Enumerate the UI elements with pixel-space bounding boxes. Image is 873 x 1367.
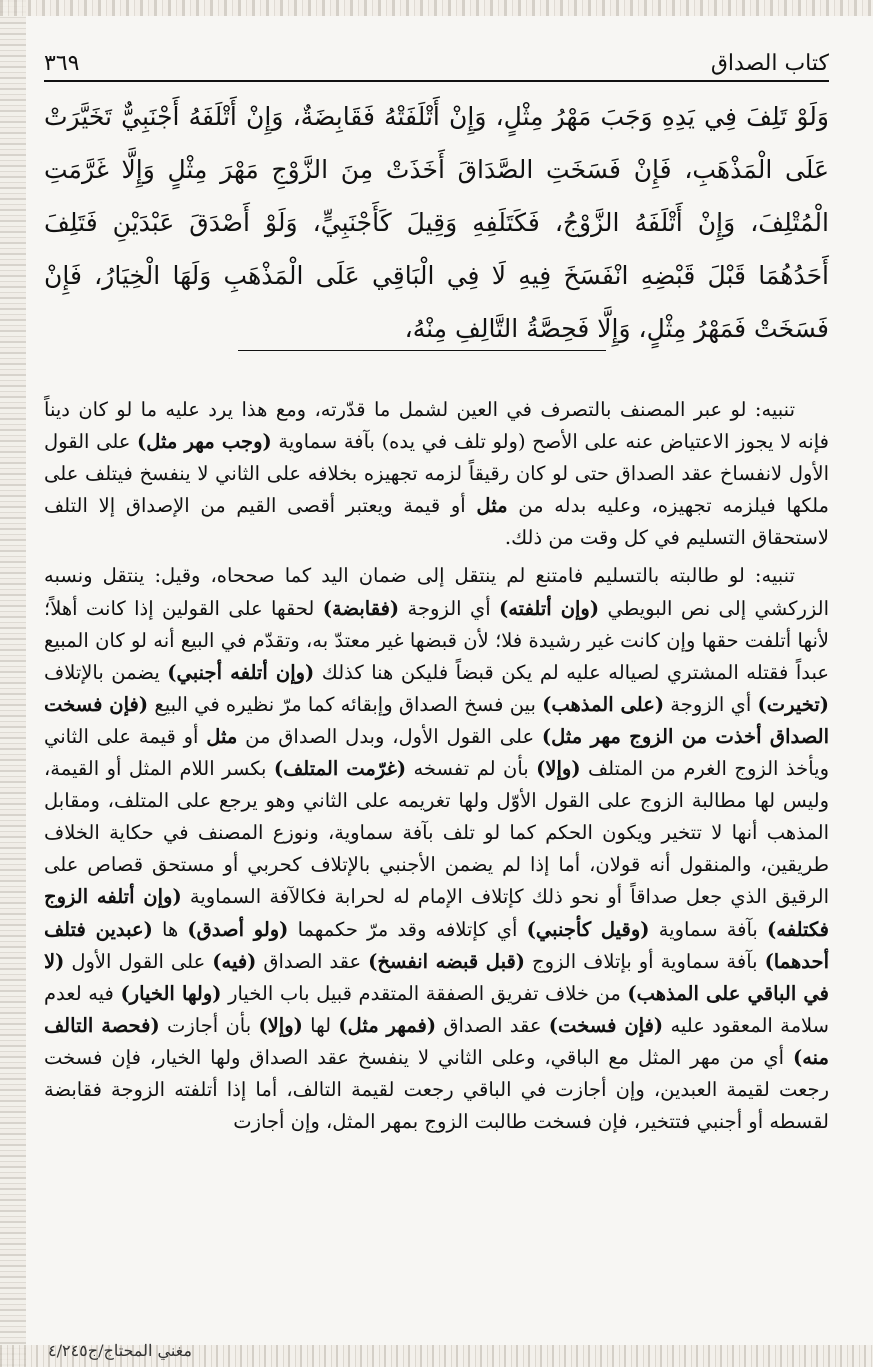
commentary-text: لحقها على القولين إذا كانت أهلاً؛ لأنها أتلفت حقها وإن كانت غير رشيدة فلا؛ لأن قبضها غير معتدّ به، وتقدّم في البيع أنه لو كان المبيع عبداً فقتله المشتري لصياله عليه لم يكن قبضاً فليكن هنا كذلك	[44, 596, 829, 684]
commentary-text: على القول الأول لانفساخ عقد الصداق حتى لو كان رقيقاً لزمه تجهيزه بخلافه على الثاني لا ينفسخ فيتلف على ملكها فيلزمه تجهيزه، وعليه بدله من	[44, 430, 829, 518]
matn-quote-bold: (فقابضة)	[322, 596, 400, 620]
commentary-text: أي كإتلافه وقد مرّ حكمهما	[288, 917, 527, 941]
matn-quote-bold: (فإن فسخت)	[548, 1013, 664, 1037]
sharh-commentary-block	[44, 394, 829, 1138]
commentary-text: (ولو تلف في يده)	[381, 430, 526, 454]
commentary-paragraph-1	[44, 394, 829, 554]
commentary-text: أي الزوجة	[664, 692, 758, 716]
matn-quote-bold: (وقيل كأجنبي)	[526, 917, 650, 941]
matn-quote-bold: (عبدين فتلف أحدهما)	[44, 917, 829, 973]
commentary-text: تنبيه: لو طالبته بالتسليم فامتنع لم ينتقل إلى ضمان اليد كما صححاه، وقيل: ينتقل ونسبه الزركشي إلى نص البويطي	[44, 564, 829, 620]
commentary-text: بآفة سماوية	[271, 430, 382, 454]
matn-paragraph: وَلَوْ تَلِفَ فِي يَدِهِ وَجَبَ مَهْرُ مِثْلٍ، وَإِنْ أَتْلَفَتْهُ فَقَابِضَةٌ، وَإِنْ أَتْلَفَهُ أَجْنَبِيٌّ تَخَيَّرَتْ عَلَى الْمَذْهَبِ، فَإِنْ فَسَخَتِ الصَّدَاقَ أَخَذَتْ مِنَ الزَّوْجِ مَهْرَ مِثْلٍ وَإِلَّا غَرَّمَتِ الْمُتْلِفَ، وَإِنْ أَتْلَفَهُ الزَّوْجُ، فَكَتَلَفِهِ وَقِيلَ كَأَجْنَبِيٍّ، وَلَوْ أَصْدَقَ عَبْدَيْنِ فَتَلِفَ أَحَدُهُمَا قَبْلَ قَبْضِهِ انْفَسَخَ فِيهِ لَا فِي الْبَاقِي عَلَى الْمَذْهَبِ وَلَهَا الْخِيَارُ، فَإِنْ فَسَخَتْ فَمَهْرُ مِثْلٍ، وَإِلَّا فَحِصَّةُ التَّالِفِ مِنْهُ،	[44, 102, 829, 343]
commentary-text: فيه لعدم سلامة المعقود عليه	[44, 981, 829, 1037]
commentary-text: تنبيه: لو عبر المصنف بالتصرف في العين لشمل ما قدّرته، ومع هذا يرد عليه ما لو كان ديناً فإنه لا يجوز الاعتياض عنه على الأصح	[44, 398, 830, 454]
matn-quote-bold: (وإلا)	[258, 1013, 303, 1037]
matn-quote-bold: (وإن أتلفه الزوج فكتلفه)	[44, 885, 830, 941]
scan-edge-top	[0, 0, 873, 16]
matn-quote-bold: (تخيرت)	[757, 692, 829, 716]
matn-quote-bold: (فإن فسخت الصداق أخذت من الزوج مهر مثل)	[44, 692, 829, 748]
commentary-text: أي من مهر المثل مع الباقي، وعلى الثاني لا ينفسخ عقد الصداق ولها الخيار، فإن فسخت رجعت لقيمة العبدين، وإن أجازت في الباقي رجعت لقيمة التالف، أما إذا أتلفته الزوجة فقابضة لقسطه أو أجنبي فتتخير، فإن فسخت طالبت الزوج بمهر المثل، وإن أجازت	[44, 1045, 829, 1134]
commentary-text: بين فسخ الصداق وإبقائه كما مرّ نظيره في البيع	[148, 692, 543, 716]
commentary-text: ها	[152, 917, 188, 941]
commentary-text: بأن لم تفسخه	[406, 757, 537, 781]
scan-edge-left	[0, 0, 26, 1367]
commentary-paragraph-2	[44, 560, 829, 1138]
matn-quote-bold: (فحصة التالف منه)	[44, 1013, 829, 1069]
commentary-text: من خلاف تفريق الصفقة المتقدم قبيل باب الخيار	[221, 981, 628, 1005]
commentary-text: بآفة سماوية أو بإتلاف الزوج	[525, 949, 765, 973]
commentary-text: بآفة سماوية	[649, 917, 768, 941]
page-header	[44, 44, 829, 82]
section-divider	[238, 350, 606, 351]
commentary-text: عقد الصداق	[436, 1013, 549, 1037]
commentary-text: على القول الأول	[64, 949, 213, 973]
commentary-text: أو قيمة ويعتبر أقصى القيم من الإصداق إلا التلف لاستحقاق التسليم في كل وقت من ذلك.	[44, 494, 829, 550]
commentary-text: لها	[302, 1013, 339, 1037]
commentary-text: أي الزوجة	[399, 596, 499, 620]
matn-text-block	[44, 90, 829, 355]
matn-quote-bold: (لا في الباقي على المذهب)	[44, 949, 829, 1005]
commentary-text: يضمن بالإتلاف	[44, 660, 168, 684]
matn-quote-bold: (وإن أتلفه أجنبي)	[167, 660, 315, 684]
matn-quote-bold: (ولو أصدق)	[187, 917, 289, 941]
chapter-title: كتاب الصداق	[710, 51, 829, 76]
matn-quote-bold: (فمهر مثل)	[338, 1013, 437, 1037]
matn-quote-bold: (وإلا)	[536, 757, 581, 781]
commentary-text: أو قيمة على الثاني ويأخذ الزوج الغرم من المتلف	[44, 724, 829, 781]
commentary-text: عقد الصداق	[256, 949, 369, 973]
matn-quote-bold: (ولها الخيار)	[120, 981, 222, 1005]
matn-quote-bold: (وجب مهر مثل)	[137, 430, 272, 454]
commentary-text: على القول الأول، وبدل الصداق من	[237, 724, 542, 748]
matn-quote-bold: مثل	[206, 724, 238, 748]
matn-quote-bold: (وإن أتلفته)	[499, 596, 600, 620]
commentary-text: بأن أجازت	[159, 1013, 259, 1037]
page-number: ٣٦٩	[44, 51, 80, 76]
matn-quote-bold: مثل	[476, 494, 508, 518]
matn-quote-bold: (على المذهب)	[542, 692, 665, 716]
matn-quote-bold: (غرّمت المتلف)	[273, 757, 407, 781]
page-footer-source: مغني المحتاج/ج٤/٢٤٥	[48, 1341, 192, 1360]
commentary-text: بكسر اللام المثل أو القيمة، وليس لها مطالبة الزوج على القول الأوّل ولها تغريمه على الثاني وهو يرجع على المتلف، ومقابل المذهب أنها لا تتخير ويكون الحكم كما لو تلف بآفة سماوية، ونوزع المصنف في حكاية الخلاف طريقين، والمنقول أنه قولان، أما إذا لم يضمن الأجنبي بالإتلاف كحربي أو مستحق قصاص على الرقيق الذي جعل صداقاً أو نحو ذلك كإتلاف الإمام له لحرابة فكالآفة السماوية	[44, 757, 829, 909]
matn-quote-bold: (فيه)	[212, 949, 257, 973]
matn-quote-bold: (قبل قبضه انفسخ)	[368, 949, 526, 973]
